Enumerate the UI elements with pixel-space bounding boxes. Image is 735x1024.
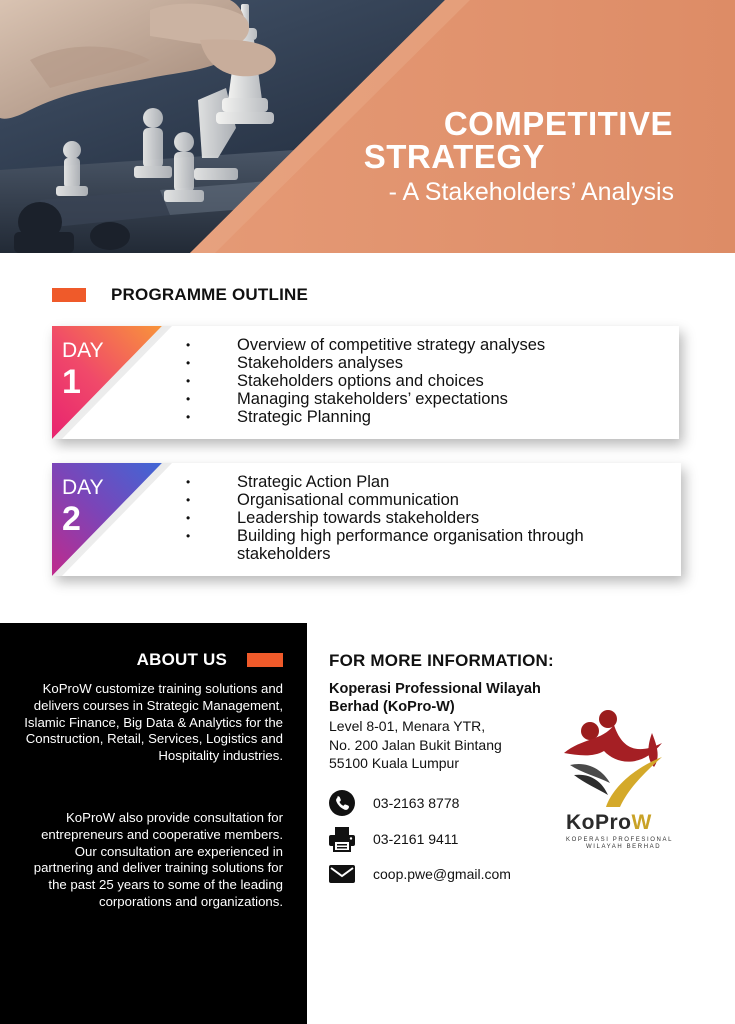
hero-title: [364, 107, 673, 209]
phone-contact[interactable]: [327, 790, 459, 816]
hero-banner: [0, 0, 735, 253]
address-line: Level 8-01, Menara YTR,: [329, 718, 486, 734]
list-item: • Strategic Planning: [186, 408, 545, 426]
day-word: DAY: [62, 476, 104, 499]
logo-subtitle: [566, 837, 673, 851]
logo-word-accent: W: [631, 811, 652, 834]
day-2-topics: [186, 473, 646, 563]
phone-number: 03-2163 8778: [373, 795, 460, 811]
programme-outline-title: PROGRAMME OUTLINE: [111, 285, 309, 304]
logo-subtitle-line1: KOPERASI PROFESIONAL: [566, 837, 674, 843]
about-us-heading: [137, 650, 283, 670]
day-1-label: [62, 340, 104, 402]
list-item: • Overview of competitive strategy analyses: [186, 336, 545, 354]
about-us-panel: [0, 623, 307, 1024]
list-item: • Stakeholders options and choices: [186, 372, 545, 390]
list-item: • Leadership towards stakeholders: [186, 509, 646, 527]
hero-title-line2: STRATEGY: [363, 138, 545, 175]
accent-bar: [52, 288, 86, 302]
list-item: • Stakeholders analyses: [186, 354, 545, 372]
list-item: • Strategic Action Plan: [186, 473, 646, 491]
koprow-logo: [562, 703, 677, 855]
day-1-topics: [186, 336, 545, 426]
accent-bar: [247, 653, 283, 667]
logo-subtitle-line2: WILAYAH BERHAD: [586, 844, 662, 850]
logo-mark: [562, 703, 677, 813]
fax-contact[interactable]: [327, 826, 458, 852]
programme-outline-heading: [52, 284, 308, 306]
hero-subtitle: - A Stakeholders’ Analysis: [388, 178, 674, 206]
day-1-card: [52, 326, 679, 439]
hero-title-line1: COMPETITIVE: [443, 105, 673, 142]
more-info-title: FOR MORE INFORMATION:: [329, 651, 554, 670]
day-2-card: [52, 463, 681, 576]
email-contact[interactable]: [327, 861, 511, 887]
logo-wordmark: [566, 811, 652, 835]
list-item: • Organisational communication: [186, 491, 646, 509]
list-item: • Managing stakeholders’ expectations: [186, 390, 545, 408]
email-address: coop.pwe@gmail.com: [373, 866, 511, 882]
logo-word-main: KoPro: [566, 811, 632, 834]
day-word: DAY: [62, 339, 104, 362]
fax-icon: [327, 826, 357, 852]
list-item: • Building high performance organisation through stakeholders: [186, 527, 646, 563]
day-number: 1: [62, 363, 81, 401]
address: [329, 717, 502, 773]
organisation-name: Koperasi Professional Wilayah Berhad (KoPro-W): [329, 681, 541, 715]
fax-number: 03-2161 9411: [373, 831, 459, 847]
address-line: No. 200 Jalan Bukit Bintang: [329, 736, 502, 753]
address-line: 55100 Kuala Lumpur: [329, 755, 459, 771]
contact-info-panel: [307, 623, 735, 1024]
about-paragraph-1: KoProW customize training solutions and delivers courses in Strategic Management, Islamic Finance, Big Data & Analytics for the Construction, Retail, Services, Logistics and Hospitality industries.: [24, 681, 283, 764]
day-number: 2: [62, 500, 81, 538]
day-2-label: [62, 477, 104, 539]
about-paragraph-2: KoProW also provide consultation for entrepreneurs and cooperative members. Our consultation are experienced in partnering and deliver training solutions for the past 25 years to some of the leading corporations and organizations.: [33, 810, 283, 909]
phone-icon: [327, 790, 357, 816]
email-icon: [327, 861, 357, 887]
about-us-title: ABOUT US: [136, 650, 227, 669]
